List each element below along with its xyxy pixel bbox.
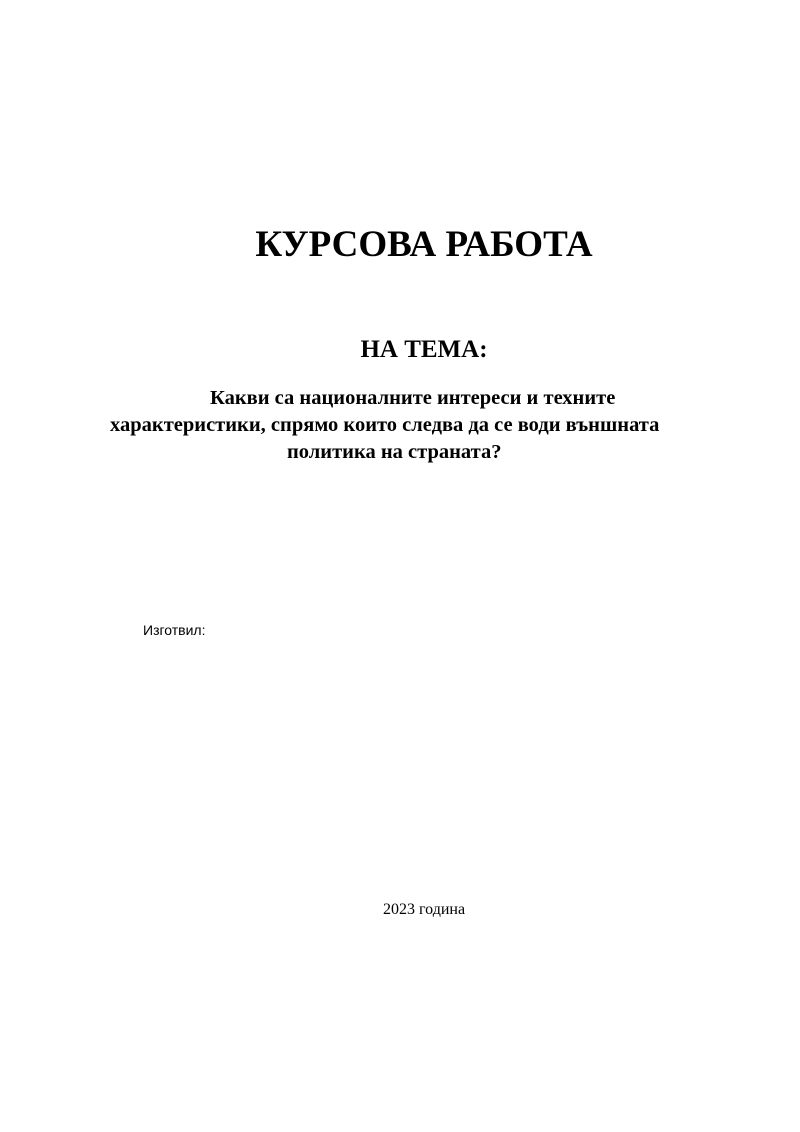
topic-line-1: Какви са националните интереси и техните	[210, 387, 616, 409]
author-label: Изготвил:	[143, 622, 206, 638]
topic-line-2: характеристики, спрямо които следва да се води външната	[110, 414, 660, 436]
document-title: КУРСОВА РАБОТА	[255, 224, 593, 265]
document-subtitle: НА ТЕМА:	[360, 336, 488, 363]
document-year: 2023 година	[383, 901, 466, 918]
topic-line-3: политика на страната?	[287, 441, 502, 463]
